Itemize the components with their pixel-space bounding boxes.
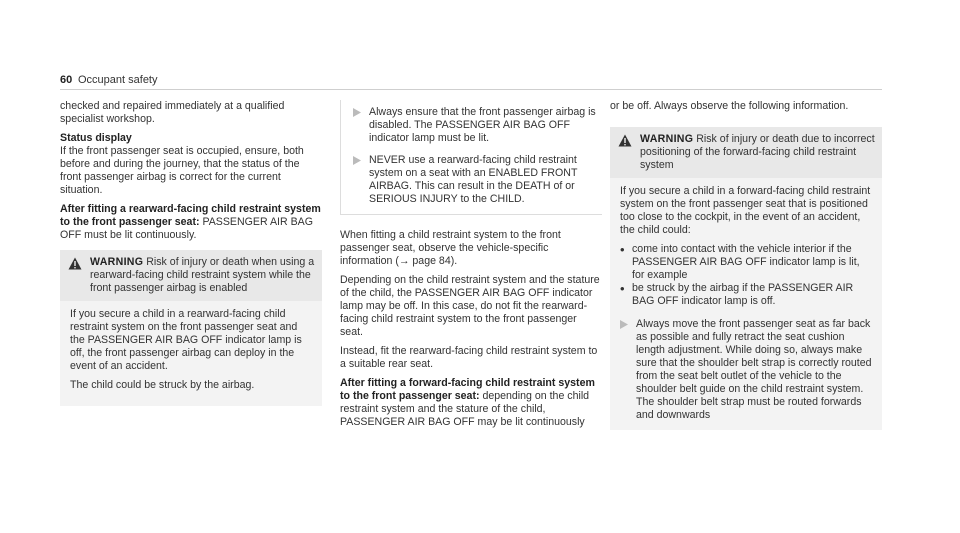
arrow-right-icon bbox=[353, 106, 369, 145]
forward-section bbox=[340, 377, 602, 429]
list-item bbox=[620, 282, 874, 308]
warning-box bbox=[610, 127, 882, 430]
note-text: NEVER use a rearward-facing child restraint system on a seat with an ENABLED FRONT AIRBAG. This can result in the DEATH of or SERIOUS INJURY to the CHILD. bbox=[369, 154, 578, 205]
warning-text: Risk of injury or death due to incorrect positioning of the forward-facing child restraint system bbox=[640, 133, 875, 171]
status-text: If the front passenger seat is occupied, ensure, both before and during the journey, that the status of the front passenger airbag is correct for the current situation. bbox=[60, 145, 304, 196]
bullet-icon: • bbox=[620, 281, 625, 296]
warning-header bbox=[60, 250, 322, 301]
rearward-text: PASSENGER AIR BAG OFF must be lit continuously. bbox=[60, 216, 313, 241]
note-item bbox=[620, 318, 874, 422]
body-paragraph: Depending on the child restraint system and the stature of the child, the PASSENGER AIR BAG OFF indicator lamp may be off. In this case, do not fit the rearward-facing child restraint system to the front passenger seat. bbox=[340, 274, 600, 338]
rearward-heading: After fitting a rearward-facing child restraint system to the front passenger seat: bbox=[60, 203, 321, 228]
note-item bbox=[353, 154, 596, 206]
arrow-right-icon bbox=[353, 154, 369, 206]
status-section bbox=[60, 132, 322, 197]
bullet-icon: • bbox=[620, 242, 625, 257]
column-2 bbox=[340, 100, 602, 435]
arrow-right-icon bbox=[620, 318, 636, 422]
list-item-text: come into contact with the vehicle interior if the PASSENGER AIR BAG OFF indicator lamp is lit, for example bbox=[632, 243, 860, 281]
note-text: Always ensure that the front passenger airbag is disabled. The PASSENGER AIR BAG OFF indicator lamp must be lit. bbox=[369, 106, 596, 144]
body-paragraph: When fitting a child restraint system to the front passenger seat, observe the vehicle-specific information (→ page 84). bbox=[340, 229, 561, 267]
note-item bbox=[353, 106, 596, 145]
warning-paragraph: If you secure a child in a forward-facing child restraint system on the front passenger seat that is positioned too close to the cockpit, in the event of an accident, the child could: bbox=[620, 185, 871, 236]
warning-body bbox=[60, 301, 322, 406]
warning-text: Risk of injury or death when using a rearward-facing child restraint system while the front passenger airbag is enabled bbox=[90, 256, 315, 294]
list-item bbox=[620, 243, 874, 282]
column-1 bbox=[60, 100, 322, 406]
warning-title: WARNING bbox=[640, 133, 694, 145]
list-item-text: be struck by the airbag if the PASSENGER AIR BAG OFF indicator lamp is off. bbox=[632, 282, 854, 307]
status-heading: Status display bbox=[60, 132, 132, 144]
rearward-section bbox=[60, 203, 322, 242]
warning-paragraph: The child could be struck by the airbag. bbox=[70, 379, 255, 391]
section-title: Occupant safety bbox=[78, 74, 158, 86]
warning-box bbox=[60, 250, 322, 406]
warning-summary bbox=[90, 256, 316, 295]
note-box bbox=[340, 100, 602, 215]
warning-summary bbox=[640, 133, 876, 172]
warning-title: WARNING bbox=[90, 256, 144, 268]
intro-paragraph: or be off. Always observe the following information. bbox=[610, 100, 849, 112]
body-paragraph: Instead, fit the rearward-facing child restraint system to a suitable rear seat. bbox=[340, 345, 598, 370]
intro-paragraph: checked and repaired immediately at a qualified specialist workshop. bbox=[60, 100, 285, 125]
forward-text: depending on the child restraint system and the stature of the child, PASSENGER AIR BAG OFF may be lit continuously bbox=[340, 390, 590, 428]
warning-header bbox=[610, 127, 882, 178]
column-3 bbox=[610, 100, 882, 430]
warning-triangle-icon bbox=[618, 133, 640, 172]
header-divider bbox=[60, 89, 882, 90]
warning-body bbox=[610, 178, 882, 430]
note-text: Always move the front passenger seat as far back as possible and fully retract the seat cushion length adjustment. While doing so, always make sure that the shoulder belt strap is correctly routed from the seat belt outlet of the vehicle to the shoulder belt guide on the child restraint system. The shoulder belt strap must be routed forwards and downwards bbox=[636, 318, 872, 421]
page-number: 60 bbox=[60, 74, 73, 86]
bullet-list bbox=[620, 243, 874, 308]
warning-paragraph: If you secure a child in a rearward-facing child restraint system on the front passenger seat and the PASSENGER AIR BAG OFF indicator lamp is off, the front passenger airbag can deploy in the event of an accident. bbox=[70, 308, 302, 372]
page-header bbox=[60, 74, 882, 87]
forward-heading: After fitting a forward-facing child restraint system to the front passenger seat: bbox=[340, 377, 595, 402]
warning-triangle-icon bbox=[68, 256, 90, 295]
